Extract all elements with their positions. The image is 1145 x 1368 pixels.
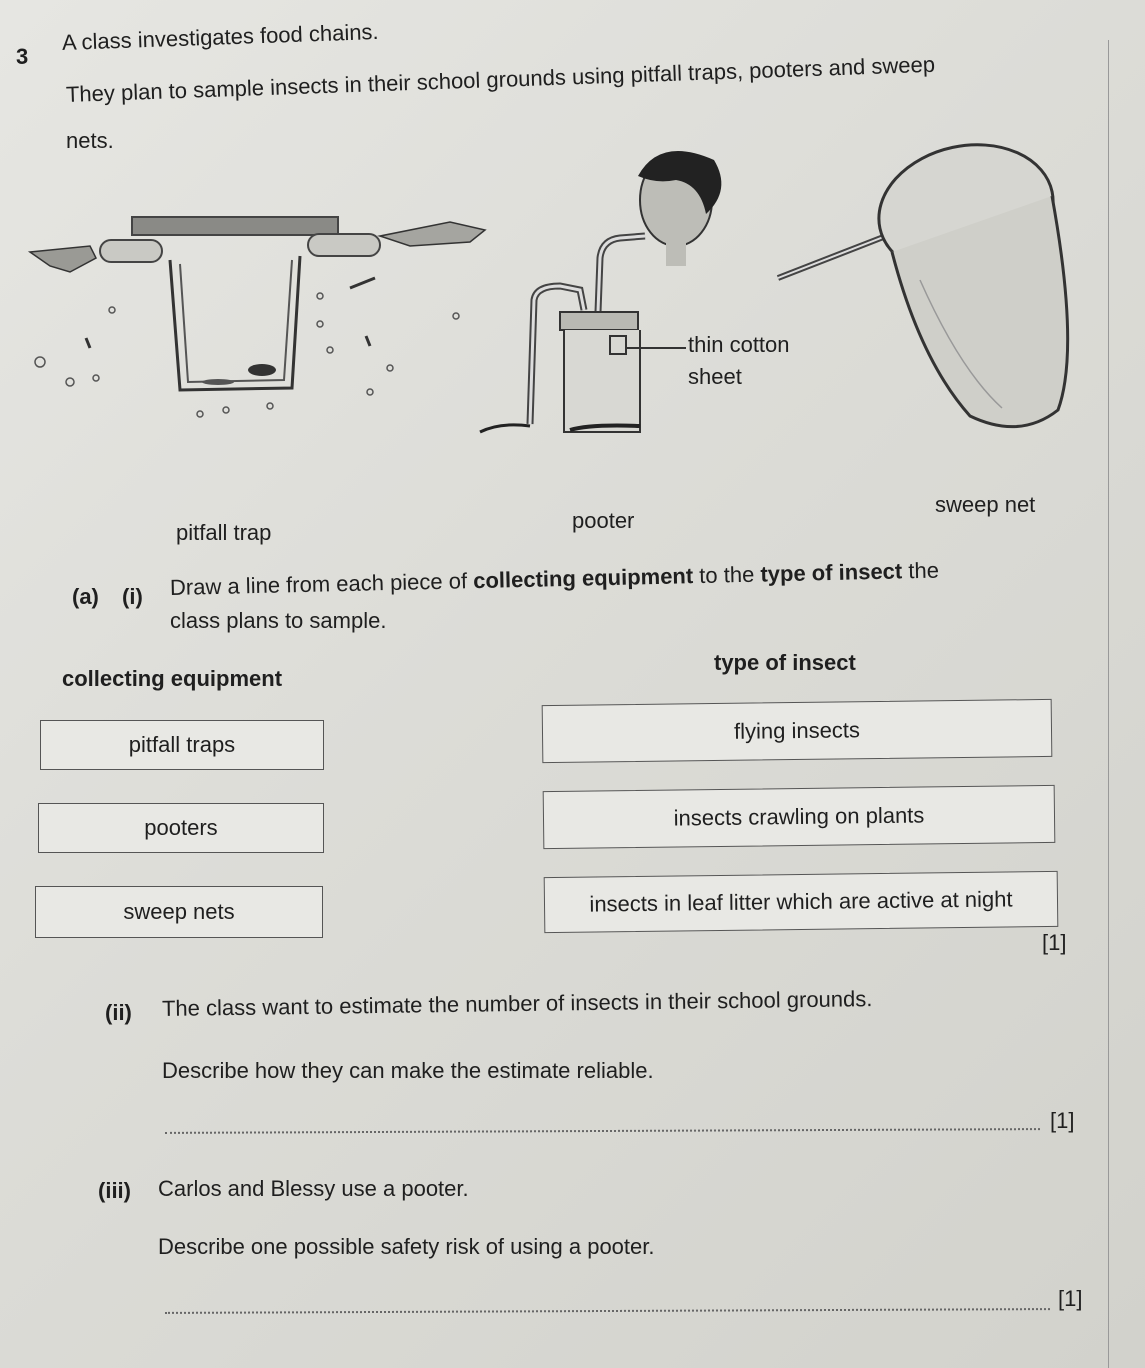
pooter-illustration — [470, 140, 730, 440]
equipment-box-pitfall-traps[interactable] — [40, 720, 324, 770]
equipment-box-sweep-nets[interactable] — [35, 886, 323, 938]
insect-label: insects in leaf litter which are active at night — [589, 886, 1013, 917]
part-a-ii-label: (ii) — [105, 1000, 132, 1025]
equipment-label: pooters — [144, 815, 218, 840]
margin-line — [1108, 40, 1109, 1368]
part-a-label: (a) — [72, 584, 99, 609]
pitfall-trap-illustration — [30, 210, 500, 430]
intro-line-1: A class investigates food chains. — [61, 18, 379, 55]
pooter-label-line-1: thin cotton — [688, 332, 790, 357]
instruction-text-a: Draw a line from each piece of — [169, 568, 474, 600]
pooter-label-line-2: sheet — [688, 364, 742, 389]
part-a-ii-text-2: Describe how they can make the estimate reliable. — [162, 1058, 654, 1083]
sweep-net-illustration — [770, 140, 1090, 440]
pitfall-trap-caption: pitfall trap — [176, 520, 272, 545]
intro-line-3: nets. — [66, 128, 114, 153]
insect-box-flying[interactable] — [542, 699, 1053, 763]
intro-line-2: They plan to sample insects in their school grounds using pitfall traps, pooters and sweep — [65, 51, 936, 107]
right-column-heading: type of insect — [714, 650, 856, 675]
answer-line-a-iii[interactable] — [165, 1308, 1050, 1314]
left-column-heading: collecting equipment — [62, 666, 283, 691]
part-a-iii-text-1: Carlos and Blessy use a pooter. — [158, 1176, 469, 1201]
part-a-ii-text-1: The class want to estimate the number of insects in their school grounds. — [161, 986, 873, 1021]
pooter-caption: pooter — [572, 508, 635, 533]
instruction-bold-equipment: collecting equipment — [472, 563, 694, 594]
answer-line-a-ii[interactable] — [165, 1128, 1040, 1134]
part-a-iii-label: (iii) — [98, 1178, 131, 1203]
equipment-label: sweep nets — [123, 899, 235, 924]
sweep-net-caption: sweep net — [935, 492, 1036, 517]
marks-a-ii: [1] — [1050, 1108, 1075, 1133]
part-a-iii-text-2: Describe one possible safety risk of using a pooter. — [158, 1234, 655, 1259]
marks-a-i: [1] — [1042, 930, 1067, 955]
part-a-i-label: (i) — [122, 584, 143, 609]
equipment-label: pitfall traps — [128, 732, 236, 757]
question-number: 3 — [16, 44, 29, 69]
insect-box-crawling-on-plants[interactable] — [543, 785, 1056, 849]
instruction-bold-insect: type of insect — [760, 558, 903, 587]
insect-label: flying insects — [733, 717, 861, 744]
marks-a-iii: [1] — [1058, 1286, 1083, 1311]
instruction-text-b: to the — [692, 561, 761, 589]
insect-label: insects crawling on plants — [673, 802, 925, 831]
part-a-i-instruction — [170, 558, 939, 601]
instruction-text-c: the — [901, 557, 940, 584]
instruction-line-2: class plans to sample. — [170, 608, 387, 633]
insect-box-leaf-litter-night[interactable] — [544, 871, 1059, 933]
equipment-box-pooters[interactable] — [38, 803, 324, 853]
